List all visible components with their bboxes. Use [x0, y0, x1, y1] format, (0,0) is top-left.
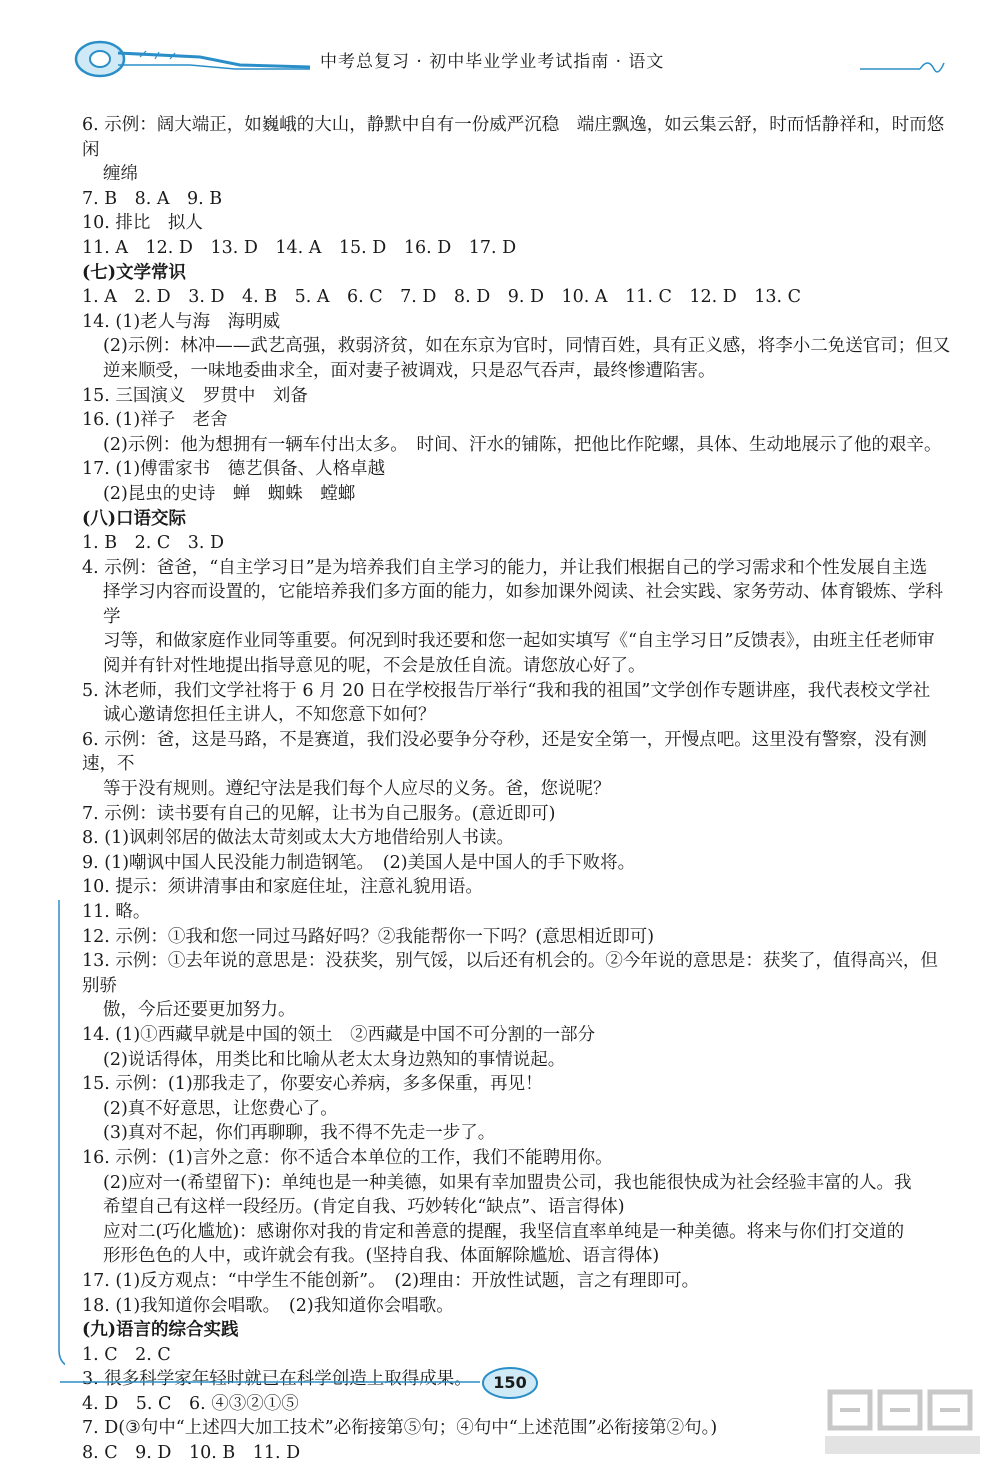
text-line: 15. 示例：(1)那我走了，你要安心养病，多多保重，再见！: [82, 1074, 543, 1095]
text-line: 10. 排比 拟人: [82, 213, 203, 234]
text-line: 7. 示例：读书要有自己的见解，让书为自己服务。(意近即可): [82, 803, 556, 824]
text-line: 8. (1)讽刺邻居的做法太苛刻或太大方地借给别人书读。: [82, 828, 515, 849]
text-line: 阅并有针对性地提出指导意见的呢，不会是放任自流。请您放心好了。: [103, 656, 646, 677]
header-title: 中考总复习 · 初中毕业学业考试指南 · 语文: [310, 47, 674, 72]
text-line: 4. D 5. C 6. ④③②①⑤: [82, 1393, 299, 1414]
text-line: (2)真不好意思，让您费心了。: [103, 1098, 338, 1119]
text-line: 18. (1)我知道你会唱歌。 (2)我知道你会唱歌。: [82, 1295, 454, 1316]
text-line: 希望自己有这样一段经历。(肯定自我、巧妙转化“缺点”、语言得体): [103, 1197, 625, 1218]
section-heading: (八)口语交际: [82, 508, 187, 529]
page-header: [0, 0, 1000, 110]
text-line: 傲，今后还要更加努力。: [103, 1000, 296, 1021]
text-line: (2)应对一(希望留下)：单纯也是一种美德，如果有幸加盟贵公司，我也能很快成为社会经验丰富的人。我: [103, 1172, 912, 1193]
text-line: 6. 示例：爸，这是马路，不是赛道，我们没必要争分夺秒，还是安全第一，开慢点吧。这里没有警察，没有测速，不: [82, 729, 927, 775]
text-line: 14. (1)①西藏早就是中国的领土 ②西藏是中国不可分割的一部分: [82, 1024, 596, 1045]
text-line: 形形色色的人中，或许就会有我。(坚持自我、体面解除尴尬、语言得体): [103, 1246, 660, 1267]
section-heading: (七)文学常识: [82, 262, 187, 283]
header-decoration-icon: [70, 35, 320, 85]
text-line: 16. 示例：(1)言外之意：你不适合本单位的工作，我们不能聘用你。: [82, 1147, 613, 1168]
text-line: 4. 示例：爸爸，“自主学习日”是为培养我们自主学习的能力，并让我们根据自己的学习需求和个性发展自主选: [82, 557, 928, 578]
text-line: 11. 略。: [82, 902, 151, 922]
text-line: (2)昆虫的史诗 蝉 蜘蛛 螳螂: [103, 483, 356, 504]
text-line: 缠绵: [103, 164, 138, 185]
answer-content: [82, 113, 952, 1466]
text-line: 1. A 2. D 3. D 4. B 5. A 6. C 7. D 8. D 9. D 10. A 11. C 12. D 13. C: [82, 287, 802, 308]
text-line: 13. 示例：①去年说的意思是：没获奖，别气馁，以后还有机会的。②今年说的意思是：获奖了，值得高兴，但别骄: [82, 951, 938, 996]
text-line: 16. (1)祥子 老舍: [82, 410, 228, 431]
text-line: 逆来顺受，一味地委曲求全，面对妻子被调戏，只是忍气吞声，最终惨遭陷害。: [103, 360, 716, 381]
text-line: 等于没有规则。遵纪守法是我们每个人应尽的义务。爸，您说呢？: [103, 779, 611, 800]
text-line: 1. B 2. C 3. D: [82, 533, 225, 554]
text-line: 7. D(③句中“上述四大加工技术”必衔接第⑤句；④句中“上述范围”必衔接第②句。): [82, 1418, 718, 1439]
text-line: 习等，和做家庭作业同等重要。何况到时我还要和您一起如实填写《“自主学习日”反馈表》，由班主任老师审: [103, 631, 935, 652]
text-line: 应对二(巧化尴尬)：感谢你对我的肯定和善意的提醒，我坚信直率单纯是一种美德。将来与你们打交道的: [103, 1221, 905, 1242]
text-line: 15. 三国演义 罗贯中 刘备: [82, 385, 308, 406]
text-line: 10. 提示：须讲清事由和家庭住址，注意礼貌用语。: [82, 877, 483, 898]
header-line-right: [860, 55, 950, 79]
watermark-logo-icon: [820, 1380, 990, 1460]
text-line: 3. 很多科学家年轻时就已在科学创造上取得成果。: [82, 1369, 472, 1390]
text-line: (2)示例：他为想拥有一辆车付出太多。 时间、汗水的铺陈，把他比作陀螺，具体、生动地展示了他的艰辛。: [103, 434, 942, 455]
page-number: 150: [493, 1373, 527, 1392]
text-line: 6. 示例：阔大端正，如巍峨的大山，静默中自有一份威严沉稳 端庄飘逸，如云集云舒，时而恬静祥和，时而悠闲: [82, 115, 945, 160]
text-line: 7. B 8. A 9. B: [82, 188, 223, 209]
section-heading: (九)语言的综合实践: [82, 1320, 239, 1341]
margin-line: [55, 900, 65, 1370]
text-line: 1. C 2. C: [82, 1344, 171, 1365]
text-line: (3)真对不起，你们再聊聊，我不得不先走一步了。: [103, 1123, 496, 1144]
text-line: (2)示例：林冲——武艺高强，救弱济贫，如在东京为官时，同情百姓，具有正义感，将李小二免送官司；但又: [103, 336, 951, 357]
text-line: 8. C 9. D 10. B 11. D: [82, 1443, 301, 1464]
text-line: (2)说话得体，用类比和比喻从老太太身边熟知的事情说起。: [103, 1049, 566, 1070]
text-line: 诚心邀请您担任主讲人，不知您意下如何？: [103, 705, 436, 726]
text-line: 14. (1)老人与海 海明威: [82, 311, 281, 332]
text-line: 12. 示例：①我和您一同过马路好吗？②我能帮你一下吗？(意思相近即可): [82, 926, 655, 947]
text-line: 5. 沐老师，我们文学社将于 6 月 20 日在学校报告厅举行“我和我的祖国”文学创作专题讲座，我代表校文学社: [82, 680, 931, 701]
text-line: 择学习内容而设置的，它能培养我们多方面的能力，如参加课外阅读、社会实践、家务劳动、体育锻炼、学科学: [103, 582, 943, 627]
text-line: 17. (1)反方观点：“中学生不能创新”。 (2)理由：开放性试题，言之有理即可。: [82, 1270, 700, 1291]
text-line: 17. (1)傅雷家书 德艺俱备、人格卓越: [82, 459, 386, 480]
text-line: 11. A 12. D 13. D 14. A 15. D 16. D 17. D: [82, 237, 517, 258]
text-line: 9. (1)嘲讽中国人民没能力制造钢笔。 (2)美国人是中国人的手下败将。: [82, 852, 636, 873]
